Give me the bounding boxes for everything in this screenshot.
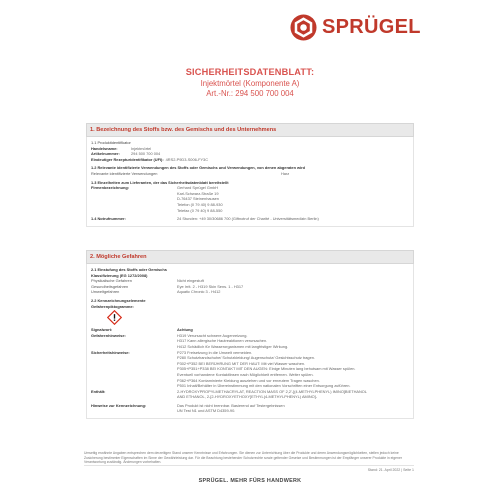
- safety-row: [91, 350, 409, 389]
- ufi-value: 4RS2-P9D3-S006-FY3C: [165, 156, 209, 162]
- artikel-value: 294 500 700 004: [131, 151, 161, 157]
- artikel-label: Artikelnummer:: [91, 151, 120, 157]
- hazard-label: Gefahrenhinweise:: [91, 332, 126, 338]
- signal-value: Achtung: [177, 327, 193, 333]
- exclamation-mark-hazard-icon: [107, 310, 122, 325]
- class-label: Gesundheitsgefahren: [91, 283, 129, 289]
- classification-title: Klassifizierung (EG 1272/2008): [91, 272, 148, 278]
- hinweis-row: [91, 403, 409, 414]
- title-product: Injektmörtel (Komponente A): [200, 79, 300, 88]
- title-article: Art.-Nr.: 294 500 700 004: [206, 89, 294, 98]
- subsection-1-2: 1.2 Relevante identifizierte Verwendungen des Stoffs oder Gemischs und Verwendungen, von denen abgeraten wird: [91, 165, 306, 171]
- class-row: [91, 289, 409, 295]
- hinweis-label: Hinweise zur Kennzeichnung:: [91, 402, 147, 408]
- enthalt-label: Enthält:: [91, 388, 106, 394]
- use-label: Relevante identifizierte Verwendungen: [91, 170, 158, 176]
- section-2-body: [86, 264, 414, 419]
- enthalt-values: [177, 389, 409, 400]
- safety-line: P501 Inhalt/Behälter in Übereinstimmung mit den nationalen Vorschriften einer Entsorgung zuführen.: [177, 383, 351, 389]
- safety-line: P302+P352 BEI BERÜHRUNG MIT DER HAUT: Mit viel Wasser waschen.: [177, 360, 306, 366]
- document-title: [0, 67, 500, 98]
- footer-divider: [84, 465, 414, 466]
- enthalt-row: [91, 389, 409, 400]
- class-value: Eye Irrit. 2 - H319 Skin Sens. 1 - H317: [177, 283, 244, 289]
- section-2-heading: 2. Mögliche Gefahren: [86, 250, 414, 264]
- class-label: Umweltgefahren: [91, 289, 120, 295]
- hazard-line: H319 Verursacht schwere Augenreizung.: [177, 332, 248, 338]
- enthalt-line: 2-HYDROXYPROPYLMETHACRYLAT, REACTION MASS OF 2,2'-[(4-METHYLPHENYL) IMINO]BIETHANOL: [177, 388, 367, 394]
- use-row: [91, 171, 409, 177]
- hinweis-values: [177, 403, 409, 414]
- notruf-value: 24 Stunden: +49 30/30686 700 (Giftnotruf der Charité - Universitätsmedizin Berlin): [177, 216, 319, 222]
- footer-slogan: SPRÜGEL. MEHR FÜRS HANDWERK: [198, 478, 302, 484]
- safety-line: P273 Freisetzung in die Umwelt vermeiden.: [177, 349, 253, 355]
- subsection-1-3: 1.3 Einzelheiten zum Lieferanten, der das Sicherheitsdatenblatt bereitstellt: [91, 179, 229, 185]
- class-label: Physikalische Gefahren: [91, 278, 132, 284]
- class-value: Aquatic Chronic 3 - H412: [177, 289, 221, 295]
- safety-line: Eventuell vorhandene Kontaktlinsen nach Möglichkeit entfernen. Weiter spülen.: [177, 371, 314, 377]
- subsection-1-1: 1.1 Produktidentifikator: [91, 140, 131, 145]
- ufi-label: Eindeutiger Rezepturidentifikator (UFI):: [91, 156, 164, 162]
- firma-address: [177, 185, 409, 213]
- firma-line: Gerhard Sprügel GmbH: [177, 185, 219, 191]
- class-value: Nicht eingestuft: [177, 278, 204, 284]
- title-main: SICHERHEITSDATENBLATT:: [185, 67, 315, 77]
- hazard-statements: [177, 333, 409, 350]
- firma-line: Telefax (0 79 40) 9 88-550: [177, 207, 223, 213]
- safety-line: P280 Schutzhandschuhe/ Schutzkleidung/ Augenschutz/ Gesichtsschutz tragen.: [177, 355, 315, 361]
- enthalt-line: AND ETHANOL, 2-[2-HYDROXYETHOXY]ETHYL(4-METHYLPHENYL) AMINO]-: [177, 394, 318, 400]
- notruf-label: 1.4 Notrufnummer:: [91, 216, 126, 222]
- pictogram-label: Gefahrenpiktogramme:: [91, 303, 134, 309]
- revision-date: Stand: 21. April 2022 | Seite 1: [367, 468, 414, 472]
- hinweis-line: UN Test N1 und ASTM D4359-90.: [177, 408, 236, 414]
- sprugel-logo-icon: [290, 14, 317, 41]
- safety-line: P305+P351+P338 BEI KONTAKT MIT DEN AUGEN: Einige Minuten lang behutsam mit Wasser spülen.: [177, 366, 356, 372]
- brand-logo: [290, 13, 421, 41]
- signal-label: Signalwort:: [91, 327, 113, 333]
- hazard-line: H317 Kann allergische Hautreaktionen verursachen.: [177, 338, 268, 344]
- hazard-row: [91, 333, 409, 350]
- handelsname-label: Handelsname:: [91, 145, 118, 151]
- hinweis-line: Das Produkt ist nicht brennbar. Basierend auf Testergebnissen: [177, 402, 285, 408]
- firma-line: Telefon (0 79 40) 9 88-930: [177, 201, 223, 207]
- section-1-body: [86, 137, 414, 227]
- firma-line: D-76437 Steinenhausen: [177, 196, 219, 202]
- hazard-line: H412 Schädlich für Wasserorganismen mit langfristiger Wirkung.: [177, 343, 289, 349]
- brand-name: SPRÜGEL: [322, 15, 421, 38]
- firma-row: [91, 185, 409, 213]
- section-1-heading: 1. Bezeichnung des Stoffs bzw. des Gemischs und des Unternehmens: [86, 123, 414, 137]
- notruf-row: [91, 216, 409, 222]
- subsection-2-1: 2.1 Einstufung des Stoffs oder Gemischs: [91, 267, 167, 272]
- use-value: Harz: [281, 170, 290, 176]
- firma-line: Karl-Schwarz-Straße 19: [177, 190, 219, 196]
- legal-footnote: Umseitig erwähnte Angaben entsprechen dem derzeitigen Stand unserer Kenntnisse und Erfahrungen. Sie dienen zur Unterrichtung über die Produkte und deren Anwendungsmöglichkeiten, stellen jedoch keine Zusicherung bestimmter Eigenschaften im Sinne der Gewährleistung dar. Für die Beachtung bestehender Schutzrechte sowie geltender Gesetze und Bestimmungen ist der Empfänger unserer Produkte in eigener Verantwortung zuständig. Änderungen vorbehalten.: [84, 451, 402, 465]
- safety-line: P362+P364 Kontaminierte Kleidung ausziehen und vor erneutem Tragen waschen.: [177, 377, 320, 383]
- safety-statements: [177, 350, 409, 389]
- subsection-2-2: 2.2 Kennzeichnungselemente: [91, 297, 146, 303]
- ufi-row: [91, 157, 409, 163]
- handelsname-value: Injektmörtel: [131, 145, 152, 151]
- section-2: [86, 250, 414, 419]
- firma-label: Firmenbezeichnung:: [91, 185, 130, 191]
- safety-label: Sicherheitshinweise:: [91, 349, 130, 355]
- section-1: [86, 123, 414, 227]
